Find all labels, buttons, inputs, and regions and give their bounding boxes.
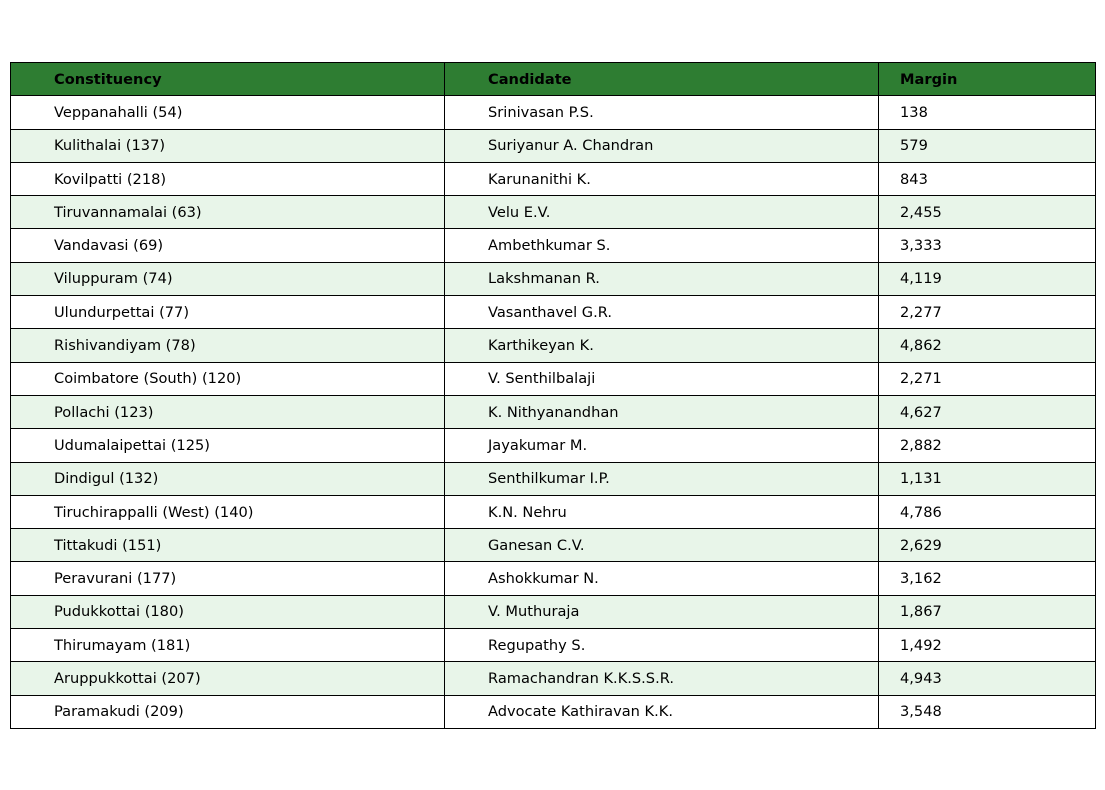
table-row bbox=[11, 362, 1096, 395]
candidate-cell: Senthilkumar I.P. bbox=[445, 462, 879, 495]
candidate-cell: Suriyanur A. Chandran bbox=[445, 129, 879, 162]
candidate-cell: Ashokkumar N. bbox=[445, 562, 879, 595]
candidate-cell: K.N. Nehru bbox=[445, 495, 879, 528]
margin-cell: 3,548 bbox=[879, 695, 1096, 728]
margin-cell: 4,943 bbox=[879, 662, 1096, 695]
constituency-cell: Aruppukkottai (207) bbox=[11, 662, 445, 695]
constituency-cell: Ulundurpettai (77) bbox=[11, 296, 445, 329]
constituency-cell: Veppanahalli (54) bbox=[11, 96, 445, 129]
candidate-cell: V. Senthilbalaji bbox=[445, 362, 879, 395]
constituency-cell: Dindigul (132) bbox=[11, 462, 445, 495]
candidate-cell: Velu E.V. bbox=[445, 196, 879, 229]
table-row bbox=[11, 96, 1096, 129]
margin-cell: 4,786 bbox=[879, 495, 1096, 528]
column-header-constituency: Constituency bbox=[11, 63, 445, 96]
table-row bbox=[11, 196, 1096, 229]
candidate-cell: V. Muthuraja bbox=[445, 595, 879, 628]
candidate-cell: Vasanthavel G.R. bbox=[445, 296, 879, 329]
margin-cell: 4,862 bbox=[879, 329, 1096, 362]
constituency-cell: Udumalaipettai (125) bbox=[11, 429, 445, 462]
table-row bbox=[11, 229, 1096, 262]
table-row bbox=[11, 296, 1096, 329]
table-row bbox=[11, 662, 1096, 695]
constituency-cell: Coimbatore (South) (120) bbox=[11, 362, 445, 395]
constituency-cell: Pudukkottai (180) bbox=[11, 595, 445, 628]
margin-cell: 1,867 bbox=[879, 595, 1096, 628]
column-header-candidate: Candidate bbox=[445, 63, 879, 96]
constituency-cell: Paramakudi (209) bbox=[11, 695, 445, 728]
margin-cell: 2,271 bbox=[879, 362, 1096, 395]
margin-cell: 2,629 bbox=[879, 529, 1096, 562]
candidate-cell: Karthikeyan K. bbox=[445, 329, 879, 362]
constituency-cell: Vandavasi (69) bbox=[11, 229, 445, 262]
table-row bbox=[11, 462, 1096, 495]
constituency-cell: Tiruvannamalai (63) bbox=[11, 196, 445, 229]
constituency-cell: Peravurani (177) bbox=[11, 562, 445, 595]
margin-cell: 2,455 bbox=[879, 196, 1096, 229]
margin-cell: 4,119 bbox=[879, 262, 1096, 295]
margin-cell: 2,277 bbox=[879, 296, 1096, 329]
table-header-row bbox=[11, 63, 1096, 96]
candidate-cell: Jayakumar M. bbox=[445, 429, 879, 462]
table-row bbox=[11, 329, 1096, 362]
margin-cell: 579 bbox=[879, 129, 1096, 162]
table-row bbox=[11, 129, 1096, 162]
constituency-cell: Tittakudi (151) bbox=[11, 529, 445, 562]
constituency-cell: Rishivandiyam (78) bbox=[11, 329, 445, 362]
table-row bbox=[11, 162, 1096, 195]
margin-cell: 2,882 bbox=[879, 429, 1096, 462]
candidate-cell: K. Nithyanandhan bbox=[445, 395, 879, 428]
candidate-cell: Lakshmanan R. bbox=[445, 262, 879, 295]
constituency-cell: Thirumayam (181) bbox=[11, 629, 445, 662]
table-row bbox=[11, 629, 1096, 662]
margin-cell: 1,131 bbox=[879, 462, 1096, 495]
candidate-cell: Karunanithi K. bbox=[445, 162, 879, 195]
column-header-margin: Margin bbox=[879, 63, 1096, 96]
table-row bbox=[11, 595, 1096, 628]
margin-cell: 843 bbox=[879, 162, 1096, 195]
candidate-cell: Regupathy S. bbox=[445, 629, 879, 662]
table-row bbox=[11, 695, 1096, 728]
table-body bbox=[11, 96, 1096, 729]
candidate-cell: Ramachandran K.K.S.S.R. bbox=[445, 662, 879, 695]
candidate-cell: Ganesan C.V. bbox=[445, 529, 879, 562]
table-row bbox=[11, 562, 1096, 595]
results-table bbox=[10, 62, 1096, 729]
table-row bbox=[11, 262, 1096, 295]
candidate-cell: Ambethkumar S. bbox=[445, 229, 879, 262]
constituency-cell: Tiruchirappalli (West) (140) bbox=[11, 495, 445, 528]
table-row bbox=[11, 529, 1096, 562]
margin-cell: 3,162 bbox=[879, 562, 1096, 595]
table-row bbox=[11, 429, 1096, 462]
candidate-cell: Advocate Kathiravan K.K. bbox=[445, 695, 879, 728]
candidate-cell: Srinivasan P.S. bbox=[445, 96, 879, 129]
constituency-cell: Pollachi (123) bbox=[11, 395, 445, 428]
constituency-cell: Viluppuram (74) bbox=[11, 262, 445, 295]
constituency-cell: Kovilpatti (218) bbox=[11, 162, 445, 195]
table-row bbox=[11, 495, 1096, 528]
table-row bbox=[11, 395, 1096, 428]
margin-cell: 3,333 bbox=[879, 229, 1096, 262]
margin-cell: 4,627 bbox=[879, 395, 1096, 428]
margin-cell: 1,492 bbox=[879, 629, 1096, 662]
margin-cell: 138 bbox=[879, 96, 1096, 129]
results-table-container bbox=[10, 62, 1095, 729]
constituency-cell: Kulithalai (137) bbox=[11, 129, 445, 162]
